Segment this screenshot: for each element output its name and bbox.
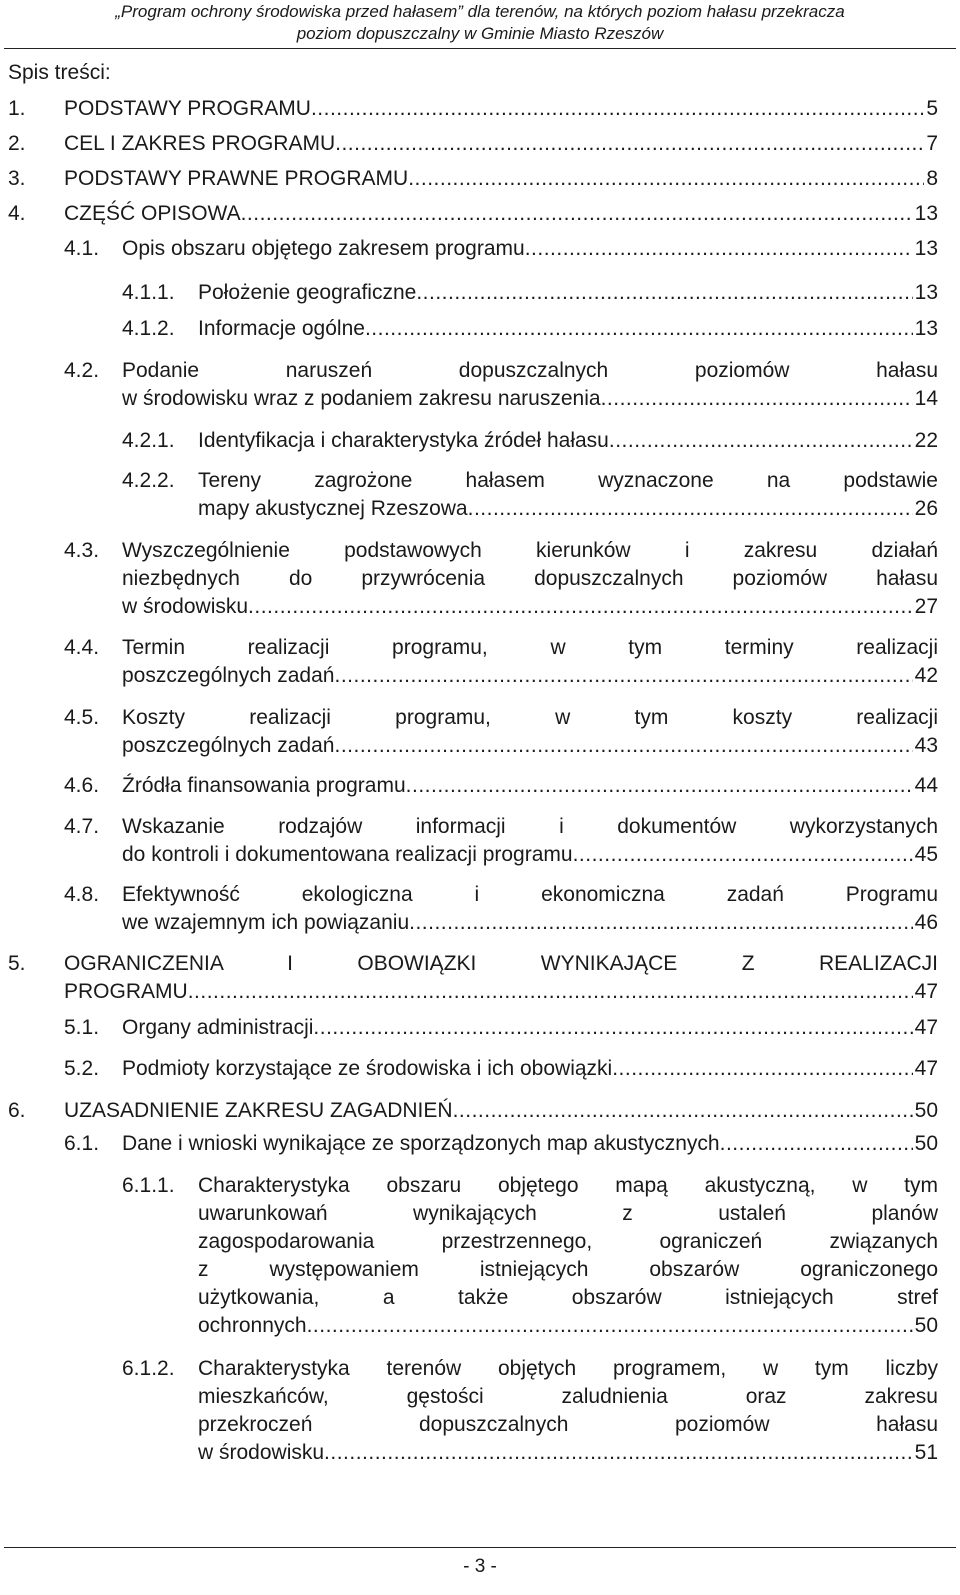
toc-page-number: 45 [914, 843, 938, 866]
toc-dot-leader [416, 279, 912, 307]
toc-dot-leader [720, 1130, 913, 1158]
toc-entry-last-line [122, 1130, 938, 1158]
toc-page-number: 50 [914, 1132, 938, 1155]
toc-entry-title-line: niezbędnych do przywrócenia dopuszczalnych poziomów hałasu [122, 567, 938, 590]
toc-entry-body [198, 427, 938, 455]
toc-dot-leader [307, 1312, 913, 1340]
toc-entry-title-line: OGRANICZENIA I OBOWIĄZKI WYNIKAJĄCE Z REALIZACJI [64, 952, 938, 975]
toc-entry-body [122, 1130, 938, 1158]
toc-entry-number: 4.3. [64, 539, 100, 562]
toc-entry-title: poszczególnych zadań [122, 664, 335, 687]
toc-entry-title-line: Termin realizacji programu, w tym terminy realizacji [122, 636, 938, 659]
toc-entry-title: Źródła finansowania programu [122, 774, 406, 797]
toc-entry-number: 6.1.1. [122, 1174, 175, 1197]
toc-entry-title-line: Koszty realizacji programu, w tym koszty realizacji [122, 706, 938, 729]
toc-page-number: 13 [914, 202, 938, 225]
toc-dot-leader [573, 841, 913, 869]
toc-entry-number: 4.1. [64, 237, 100, 260]
toc-entry-body [198, 467, 938, 523]
toc-entry-title-line: Efektywność ekologiczna i ekonomiczna zadań Programu [122, 883, 938, 906]
toc-entry-title: PODSTAWY PRAWNE PROGRAMU [64, 167, 409, 190]
toc-entry-title-line: Charakterystyka obszaru objętego mapą akustyczną, w tym [198, 1174, 938, 1197]
toc-entry-title: do kontroli i dokumentowana realizacji programu [122, 843, 573, 866]
toc-entry-title: PROGRAMU [64, 980, 188, 1003]
toc-entry-body [64, 200, 938, 228]
toc-entry-title: w środowisku [122, 595, 249, 618]
toc-dot-leader [408, 165, 924, 193]
toc-page-number: 13 [914, 317, 938, 340]
toc-dot-leader [248, 593, 913, 621]
toc-entry-last-line [64, 95, 938, 123]
toc-dot-leader [612, 1055, 912, 1083]
toc-entry-number: 4.1.2. [122, 317, 175, 340]
toc-dot-leader [601, 385, 913, 413]
toc-entry-title-line: Tereny zagrożone hałasem wyznaczone na podstawie [198, 469, 938, 492]
toc-page-number: 13 [914, 281, 938, 304]
toc-page-number: 47 [914, 1057, 938, 1080]
toc-page-number: 5 [926, 97, 938, 120]
toc-entry-last-line [122, 772, 938, 800]
toc-entry-number: 6.1. [64, 1132, 100, 1155]
toc-entry-last-line [122, 662, 938, 690]
toc-dot-leader [525, 235, 913, 263]
toc-entry-last-line [198, 1439, 938, 1467]
toc-page-number: 47 [914, 1016, 938, 1039]
toc-entry-last-line [122, 1014, 938, 1042]
toc-entry-last-line [64, 165, 938, 193]
toc-dot-leader [334, 662, 912, 690]
toc-page-number: 46 [914, 911, 938, 934]
toc-entry-body [122, 813, 938, 869]
toc-entry-body [64, 950, 938, 1006]
toc-entry-title: we wzajemnym ich powiązaniu [122, 911, 410, 934]
toc-entry-number: 4.5. [64, 706, 100, 729]
toc-entry-last-line [64, 130, 938, 158]
toc-entry-title: UZASADNIENIE ZAKRESU ZAGADNIEŃ [64, 1099, 453, 1122]
toc-dot-leader [324, 1439, 913, 1467]
header-line-1: „Program ochrony środowiska przed hałasem” dla terenów, na których poziom hałasu przekracza [115, 2, 845, 21]
toc-page-number: 14 [914, 387, 938, 410]
toc-entry-number: 1. [8, 97, 26, 120]
toc-entry-last-line [64, 978, 938, 1006]
toc-entry-number: 6.1.2. [122, 1357, 175, 1380]
toc-entry-body [64, 130, 938, 158]
toc-entry-title-line: mieszkańców, gęstości zaludnienia oraz zakresu [198, 1385, 938, 1408]
toc-entry-title-line: z występowaniem istniejących obszarów ograniczonego [198, 1258, 938, 1281]
toc-page-number: 13 [914, 237, 938, 260]
toc-entry-title-line: uwarunkowań wynikających z ustaleń planów [198, 1202, 938, 1225]
toc-entry-last-line [198, 495, 938, 523]
toc-dot-leader [335, 130, 924, 158]
toc-entry-title-line: użytkowania, a także obszarów istniejących stref [198, 1286, 938, 1309]
toc-entry-title: Organy administracji [122, 1016, 314, 1039]
toc-page-number: 27 [914, 595, 938, 618]
toc-entry-title-line: przekroczeń dopuszczalnych poziomów hałasu [198, 1413, 938, 1436]
toc-dot-leader [409, 909, 913, 937]
toc-page-number: 22 [914, 429, 938, 452]
toc-entry-body [122, 537, 938, 621]
toc-entry-last-line [122, 385, 938, 413]
toc-page-number: 7 [926, 132, 938, 155]
toc-entry-last-line [198, 279, 938, 307]
toc-entry-number: 5.2. [64, 1057, 100, 1080]
toc-entry-body [198, 1172, 938, 1340]
page-header [0, 0, 960, 45]
toc-entry-title: Dane i wnioski wynikające ze sporządzonych map akustycznych [122, 1132, 720, 1155]
toc-entry-body [198, 315, 938, 343]
toc-entry-number: 6. [8, 1099, 26, 1122]
toc-page-number: 50 [914, 1314, 938, 1337]
toc-entry-title-line: Charakterystyka terenów objętych programem, w tym liczby [198, 1357, 938, 1380]
toc-entry-last-line [122, 732, 938, 760]
toc-entry-title: Identyfikacja i charakterystyka źródeł hałasu [198, 429, 609, 452]
toc-entry-number: 4. [8, 202, 26, 225]
toc-entry-body [122, 772, 938, 800]
toc-entry-title: mapy akustycznej Rzeszowa [198, 497, 468, 520]
toc-dot-leader [406, 772, 913, 800]
toc-entry-title: Opis obszaru objętego zakresem programu [122, 237, 525, 260]
toc-entry-last-line [122, 909, 938, 937]
toc-entry-body [122, 1055, 938, 1083]
toc-entry-title: Informacje ogólne [198, 317, 365, 340]
toc-entry-title: w środowisku [198, 1441, 325, 1464]
toc-entry-body [64, 165, 938, 193]
toc-entry-number: 4.4. [64, 636, 100, 659]
toc-entry-title: PODSTAWY PROGRAMU [64, 97, 311, 120]
toc-entry-body [122, 1014, 938, 1042]
toc-entry-title: CZĘŚĆ OPISOWA [64, 202, 241, 225]
toc-entry-title: poszczególnych zadań [122, 734, 335, 757]
toc-entry-title: Położenie geograficzne [198, 281, 417, 304]
toc-page-number: 8 [926, 167, 938, 190]
toc-entry-body [64, 1097, 938, 1125]
toc-dot-leader [241, 200, 913, 228]
toc-dot-leader [311, 95, 924, 123]
toc-dot-leader [188, 978, 913, 1006]
toc-page-number: 44 [914, 774, 938, 797]
toc-entry-last-line [122, 593, 938, 621]
toc-page-number: 43 [914, 734, 938, 757]
toc-entry-title: ochronnych [198, 1314, 307, 1337]
toc-entry-number: 5. [8, 952, 26, 975]
toc-entry-last-line [64, 200, 938, 228]
toc-entry-body [122, 704, 938, 760]
toc-entry-title: Podmioty korzystające ze środowiska i ich obowiązki [122, 1057, 613, 1080]
toc-entry-number: 4.8. [64, 883, 100, 906]
toc-entry-body [198, 1355, 938, 1467]
toc-entry-number: 4.1.1. [122, 281, 175, 304]
toc-dot-leader [365, 315, 913, 343]
toc-dot-leader [334, 732, 912, 760]
toc-entry-last-line [198, 1312, 938, 1340]
toc-entry-title-line: Wskazanie rodzajów informacji i dokumentów wykorzystanych [122, 815, 938, 838]
toc-entry-last-line [122, 235, 938, 263]
toc-entry-title: CEL I ZAKRES PROGRAMU [64, 132, 336, 155]
toc-dot-leader [468, 495, 913, 523]
toc-entry-last-line [122, 841, 938, 869]
toc-entry-number: 3. [8, 167, 26, 190]
toc-page-number: 50 [914, 1099, 938, 1122]
header-line-2: poziom dopuszczalny w Gminie Miasto Rzeszów [296, 24, 664, 43]
toc-entry-body [64, 95, 938, 123]
toc-entry-body [122, 235, 938, 263]
toc-page-number: 42 [914, 664, 938, 687]
toc-entry-last-line [122, 1055, 938, 1083]
toc-entry-body [122, 357, 938, 413]
toc-page-number: 47 [914, 980, 938, 1003]
header-divider [4, 48, 956, 49]
toc-entry-last-line [198, 427, 938, 455]
toc-entry-last-line [198, 315, 938, 343]
toc-entry-title-line: Podanie naruszeń dopuszczalnych poziomów hałasu [122, 359, 938, 382]
toc-entry-number: 4.2. [64, 359, 100, 382]
toc-entry-body [122, 881, 938, 937]
toc-title: Spis treści: [8, 61, 111, 84]
footer-divider [4, 1547, 956, 1548]
toc-entry-last-line [64, 1097, 938, 1125]
toc-entry-number: 4.7. [64, 815, 100, 838]
toc-page-number: 51 [914, 1441, 938, 1464]
toc-entry-title-line: Wyszczególnienie podstawowych kierunków i zakresu działań [122, 539, 938, 562]
toc-entry-body [198, 279, 938, 307]
toc-entry-number: 5.1. [64, 1016, 100, 1039]
toc-entry-number: 2. [8, 132, 26, 155]
toc-entry-title-line: zagospodarowania przestrzennego, ograniczeń związanych [198, 1230, 938, 1253]
toc-entry-number: 4.2.2. [122, 469, 175, 492]
toc-entry-number: 4.2.1. [122, 429, 175, 452]
page-number: - 3 - [463, 1556, 497, 1577]
toc-entry-number: 4.6. [64, 774, 100, 797]
toc-dot-leader [313, 1014, 912, 1042]
toc-page-number: 26 [914, 497, 938, 520]
toc-dot-leader [609, 427, 913, 455]
toc-entry-body [122, 634, 938, 690]
toc-dot-leader [453, 1097, 913, 1125]
toc-entry-title: w środowisku wraz z podaniem zakresu naruszenia [122, 387, 601, 410]
